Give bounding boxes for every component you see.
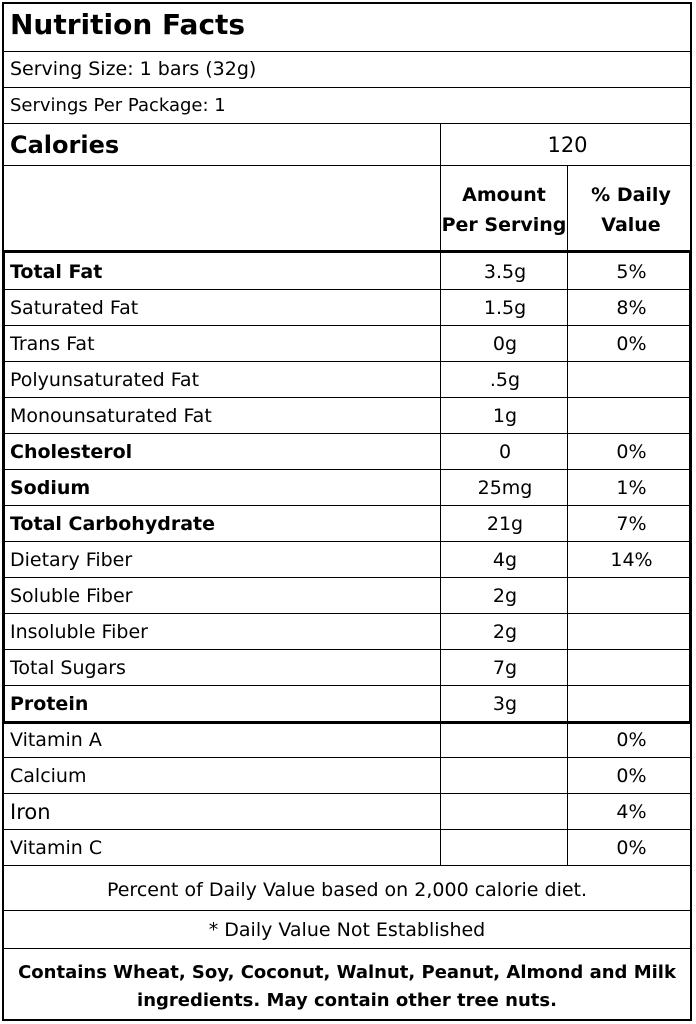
footnote-not-established-row: [4, 911, 690, 949]
nutrient-label: Protein: [10, 692, 89, 715]
footnote-dv-row: [4, 869, 690, 911]
amount-per-serving-header: Amount Per Serving: [441, 184, 567, 236]
vitamin-dv: 0%: [616, 728, 647, 751]
nutrient-amount: 1.5g: [483, 296, 527, 319]
nutrient-dv: 8%: [616, 296, 647, 319]
nutrient-amount: 4g: [492, 548, 518, 571]
calories-value: 120: [547, 132, 588, 157]
vitamin-dv: 0%: [616, 836, 647, 859]
daily-value-header: % Daily Value: [591, 184, 671, 236]
nutrient-dv: 0%: [616, 440, 647, 463]
serving-size: Serving Size: 1 bars (32g): [10, 58, 257, 80]
nutrient-label: Dietary Fiber: [10, 548, 133, 571]
calories-row: [4, 124, 690, 166]
nutrient-amount: 2g: [492, 584, 518, 607]
nutrient-label: Saturated Fat: [10, 296, 139, 319]
nutrient-row: [4, 290, 690, 326]
nutrient-amount: 2g: [492, 620, 518, 643]
nutrient-dv: 0%: [616, 332, 647, 355]
nutrient-dv: [569, 614, 694, 649]
nutrient-label: Insoluble Fiber: [10, 620, 148, 643]
nutrient-dv: [569, 362, 694, 397]
vitamin-row: [4, 830, 690, 866]
vitamin-dv: 4%: [616, 800, 647, 823]
vitamin-label: Iron: [10, 799, 51, 824]
title-row: [4, 4, 690, 52]
nutrient-dv: 5%: [616, 260, 647, 283]
nutrient-row: [4, 434, 690, 470]
nutrient-amount: .5g: [489, 368, 521, 391]
nutrient-label: Polyunsaturated Fat: [10, 368, 200, 391]
nutrient-dv: [569, 650, 694, 685]
vitamin-row: [4, 722, 690, 758]
nutrient-label: Soluble Fiber: [10, 584, 133, 607]
nutrient-label: Total Sugars: [10, 656, 126, 679]
nutrient-dv: 1%: [616, 476, 647, 499]
nutrient-row: [4, 254, 690, 290]
nutrient-amount: 3.5g: [483, 260, 527, 283]
nutrient-amount: 3g: [492, 692, 518, 715]
nutrient-row: [4, 614, 690, 650]
nutrient-label: Monounsaturated Fat: [10, 404, 212, 427]
nutrient-amount: 21g: [486, 512, 524, 535]
nutrient-row: [4, 650, 690, 686]
allergen-statement: Contains Wheat, Soy, Coconut, Walnut, Peanut, Almond and Milk ingredients. May contain other tree nuts.: [18, 962, 676, 1011]
calories-label: Calories: [10, 131, 120, 159]
column-header-row: [4, 166, 690, 254]
nutrient-dv: 7%: [616, 512, 647, 535]
nutrient-amount: 7g: [492, 656, 518, 679]
nutrient-dv: 14%: [610, 548, 653, 571]
vitamin-label: Vitamin C: [10, 836, 103, 859]
servings-per-package-row: [4, 88, 690, 124]
nutrient-row: [4, 398, 690, 434]
nutrient-label: Cholesterol: [10, 440, 133, 463]
nutrient-row: [4, 686, 690, 722]
label-title: Nutrition Facts: [10, 8, 246, 41]
nutrient-label: Total Fat: [10, 260, 103, 283]
vitamin-label: Vitamin A: [10, 728, 102, 751]
footnote-dv: Percent of Daily Value based on 2,000 calorie diet.: [106, 878, 588, 901]
nutrient-label: Total Carbohydrate: [10, 512, 215, 535]
servings-per-package: Servings Per Package: 1: [10, 95, 226, 116]
nutrient-row: [4, 542, 690, 578]
nutrient-label: Trans Fat: [10, 332, 95, 355]
nutrient-dv: [569, 686, 694, 721]
nutrient-dv: [569, 398, 694, 433]
vitamin-row: [4, 794, 690, 830]
footnote-not-established: * Daily Value Not Established: [208, 918, 486, 941]
nutrient-dv: [569, 578, 694, 613]
vitamin-dv: 0%: [616, 764, 647, 787]
nutrient-row: [4, 326, 690, 362]
nutrient-amount: 25mg: [477, 476, 533, 499]
nutrient-amount: 0g: [492, 332, 518, 355]
nutrient-label: Sodium: [10, 476, 91, 499]
nutrient-amount: 0: [498, 440, 512, 463]
nutrition-label: [2, 2, 692, 1021]
vitamin-row: [4, 758, 690, 794]
nutrient-row: [4, 506, 690, 542]
vitamin-label: Calcium: [10, 764, 87, 787]
nutrient-row: [4, 362, 690, 398]
nutrient-row: [4, 470, 690, 506]
nutrient-amount: 1g: [492, 404, 518, 427]
serving-size-row: [4, 52, 690, 88]
nutrient-row: [4, 578, 690, 614]
allergen-row: [4, 949, 690, 1021]
